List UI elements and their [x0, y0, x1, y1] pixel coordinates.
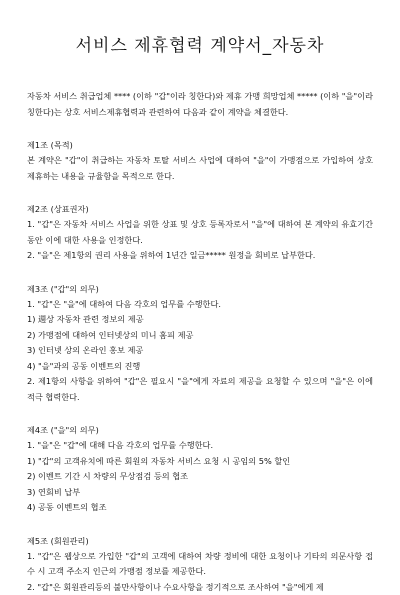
- article-title: 제3조 ("갑"의 의무): [27, 282, 373, 297]
- article-title: 제4조 ("을"의 의무): [27, 423, 373, 438]
- article-item: 1) "갑"의 고객유치에 따른 회원의 자동차 서비스 요청 시 공임의 5% 할인: [27, 454, 373, 470]
- article-title: 제1조 (목적): [27, 138, 373, 153]
- article-text: 본 계약은 "갑"이 취급하는 자동차 토탈 서비스 사업에 대하여 "을"이 가맹점으로 가입하여 상호 제휴하는 내용을 규율함을 목적으로 한다.: [27, 153, 373, 184]
- article-item: 3) 인터넷 상의 온라인 홍보 제공: [27, 343, 373, 359]
- article-item: 4) "을"과의 공동 이벤트의 진행: [27, 359, 373, 375]
- article-item: 2. "을"은 제1항의 권리 사용을 위하여 1년간 일금***** 원정을 회비로 납부한다.: [27, 248, 373, 264]
- article-item: 2) 이벤트 기간 시 차량의 무상점검 등의 협조: [27, 469, 373, 485]
- article-title: 제5조 (회원관리): [27, 534, 373, 549]
- document-title: 서비스 제휴협력 계약서_자동차: [27, 0, 373, 56]
- intro-paragraph: 자동차 서비스 취급업체 **** (이하 "갑"이라 칭한다)와 제휴 가맹 희망업체 ***** (이하 "을"이라 칭한다)는 상호 서비스제휴협력과 관련하여 다음과 같이 계약을 체결한다.: [27, 89, 373, 120]
- article-item: 1. "을"은 "갑"에 대해 다음 각호의 업무를 수행한다.: [27, 438, 373, 454]
- article-item: 3) 연회비 납부: [27, 485, 373, 501]
- article-item: 2. "갑"은 회원관리등의 불만사항이나 수요사항을 정기적으로 조사하여 "을"에게 제: [27, 580, 373, 595]
- article-1: [27, 138, 373, 184]
- article-5: [27, 534, 373, 595]
- article-item: 4) 공동 이벤트의 협조: [27, 500, 373, 516]
- article-2: [27, 202, 373, 264]
- article-item: 1. "갑"은 웹상으로 가입한 "갑"의 고객에 대하여 차량 정비에 대한 요청이나 기타의 의문사항 접수 시 고객 주소지 인근의 가맹점 정보를 제공한다.: [27, 549, 373, 580]
- article-item: 1. "갑"은 자동차 서비스 사업을 위한 상표 및 상호 등록자로서 "을"에 대하여 본 계약의 유효기간 동안 이에 대한 사용을 인정한다.: [27, 217, 373, 248]
- article-4: [27, 423, 373, 516]
- article-item: 1) 週상 자동차 관련 정보의 제공: [27, 312, 373, 328]
- article-item: 2. 제1항의 사항을 위하여 "갑"은 필요시 "을"에게 자료의 제공을 요청할 수 있으며 "을"은 이에 적극 협력한다.: [27, 374, 373, 405]
- article-item: 1. "갑"은 "을"에 대하여 다음 각호의 업무를 수행한다.: [27, 297, 373, 313]
- article-title: 제2조 (상표권자): [27, 202, 373, 217]
- article-item: 2) 가맹점에 대하여 인터넷상의 미니 홈피 제공: [27, 328, 373, 344]
- article-3: [27, 282, 373, 406]
